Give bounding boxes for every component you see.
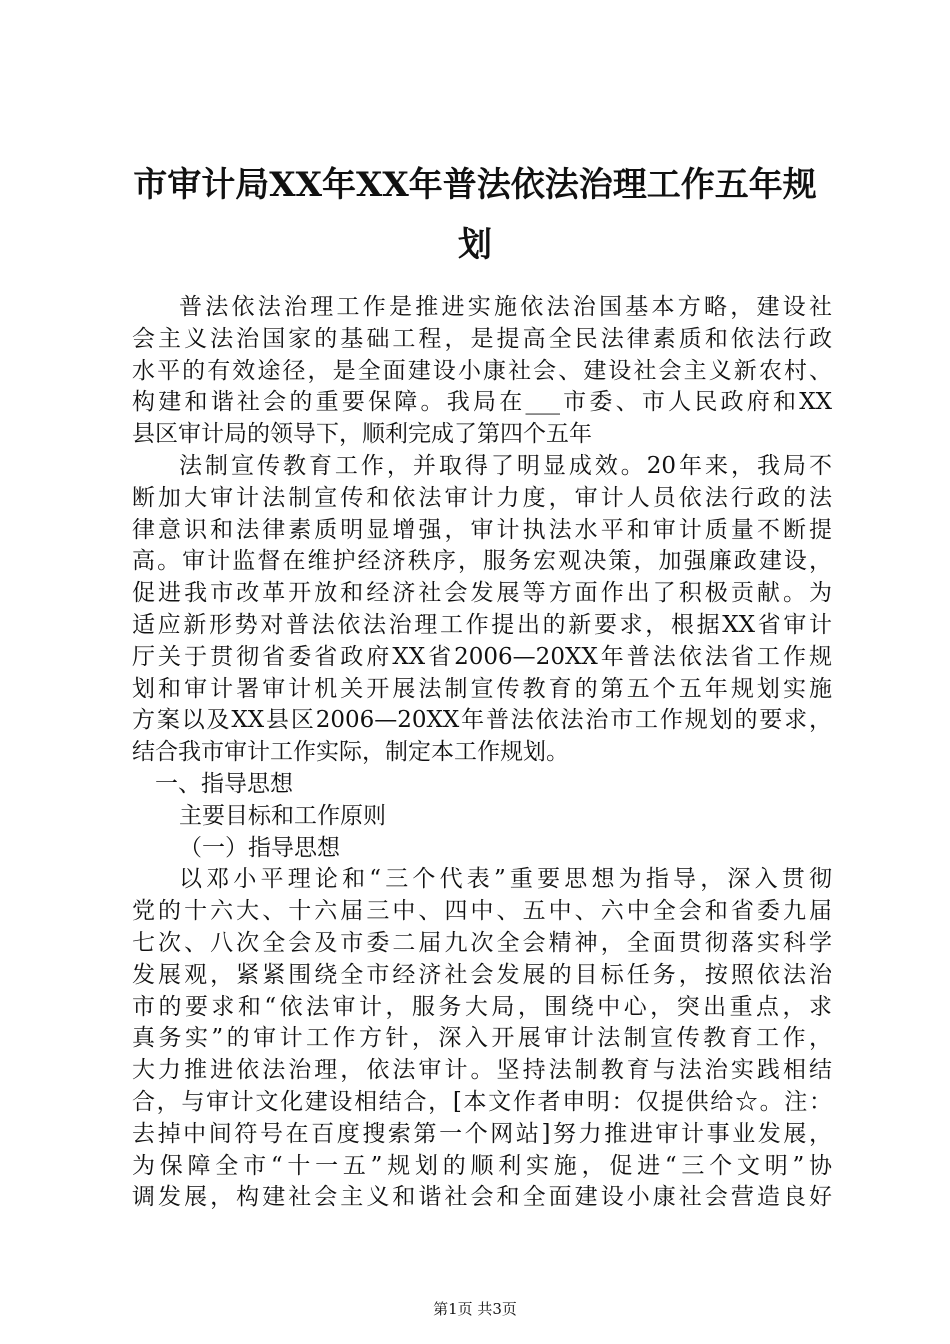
- text-line: 发展观，紧紧围绕全市经济社会发展的目标任务，按照依法治: [132, 961, 832, 988]
- text-line: 以邓小平理论和“三个代表”重要思想为指导，深入贯彻: [179, 866, 832, 893]
- subsection-heading: （一）指导思想: [179, 834, 340, 861]
- text-line: 会主义法治国家的基础工程，是提高全民法律素质和依法行政: [132, 325, 832, 352]
- text-line: 法制宣传教育工作，并取得了明显成效。20年来，我局不: [179, 452, 832, 479]
- title-line-1: 市审计局XX年XX年普法依法治理工作五年规: [133, 165, 817, 205]
- document-body: [132, 292, 832, 1214]
- text-line: 县区审计局的领导下，顺利完成了第四个五年: [132, 421, 592, 448]
- text-line: 大力推进依法治理，依法审计。坚持法制教育与法治实践相结: [132, 1057, 832, 1084]
- section-heading: 一、指导思想: [155, 770, 293, 797]
- text-line: 调发展，构建社会主义和谐社会和全面建设小康社会营造良好: [132, 1184, 832, 1211]
- text-line: 适应新形势对普法依法治理工作提出的新要求，根据XX省审计: [132, 611, 832, 638]
- text-line: 划和审计署审计机关开展法制宣传教育的第五个五年规划实施: [132, 675, 832, 702]
- text-line: 构建和谐社会的重要保障。我局在___市委、市人民政府和XX: [132, 389, 832, 416]
- title-line-2: 划: [458, 225, 492, 265]
- text-line: 合，与审计文化建设相结合，[本文作者申明：仅提供给☆。注：: [132, 1088, 832, 1115]
- section-heading: 主要目标和工作原则: [179, 802, 386, 829]
- text-line: 结合我市审计工作实际，制定本工作规划。: [132, 739, 569, 766]
- page-footer: 第1页 共3页: [433, 1300, 517, 1318]
- text-line: 律意识和法律素质明显增强，审计执法水平和审计质量不断提: [132, 516, 832, 543]
- document-title: [100, 155, 850, 275]
- text-line: 普法依法治理工作是推进实施依法治国基本方略，建设社: [179, 294, 832, 320]
- text-line: 高。审计监督在维护经济秩序，服务宏观决策，加强廉政建设，: [132, 548, 832, 575]
- text-line: 方案以及XX县区2006—20XX年普法依法治市工作规划的要求，: [132, 707, 832, 734]
- text-line: 为保障全市“十一五”规划的顺利实施，促进“三个文明”协: [132, 1152, 832, 1179]
- text-line: 断加大审计法制宣传和依法审计力度，审计人员依法行政的法: [132, 484, 832, 511]
- text-line: 党的十六大、十六届三中、四中、五中、六中全会和省委九届: [132, 898, 832, 925]
- text-line: 去掉中间符号在百度搜索第一个网站]努力推进审计事业发展，: [132, 1120, 832, 1147]
- text-line: 七次、八次全会及市委二届九次全会精神，全面贯彻落实科学: [132, 929, 832, 956]
- text-line: 真务实”的审计工作方针，深入开展审计法制宣传教育工作，: [132, 1025, 832, 1052]
- text-line: 市的要求和“依法审计，服务大局，围绕中心，突出重点，求: [132, 993, 832, 1020]
- text-line: 厅关于贯彻省委省政府XX省2006—20XX年普法依法省工作规: [132, 643, 832, 670]
- text-line: 促进我市改革开放和经济社会发展等方面作出了积极贡献。为: [132, 580, 832, 607]
- text-line: 水平的有效途径，是全面建设小康社会、建设社会主义新农村、: [132, 357, 832, 384]
